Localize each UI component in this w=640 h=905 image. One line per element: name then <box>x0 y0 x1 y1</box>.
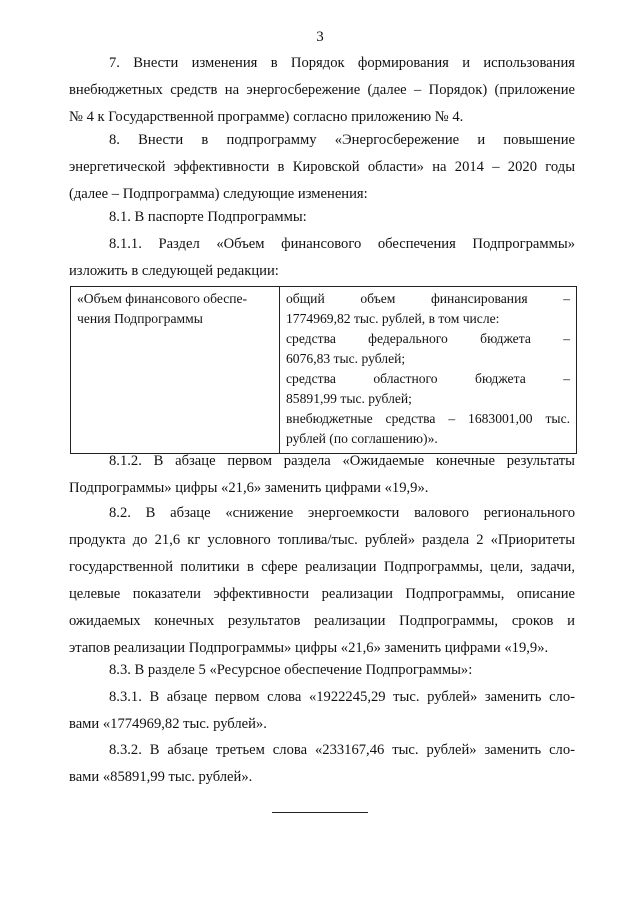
cell-text-line: средства федерального бюджета – <box>286 331 570 346</box>
text-line: 8.3. В разделе 5 «Ресурсное обеспечение Подпрограммы»: <box>109 662 473 678</box>
text-line: 8.3.1. В абзаце первом слова «1922245,29 тыс. рублей» заменить сло- <box>109 689 575 705</box>
cell-text-line: «Объем финансового обеспе- <box>77 291 248 306</box>
text-line: № 4 к Государственной программе) согласно приложению № 4. <box>69 109 464 125</box>
table-cell-label <box>71 287 280 454</box>
text-line: целевые показатели эффективности реализации Подпрограммы, описание <box>69 586 575 602</box>
paragraph-8-3 <box>69 657 575 684</box>
finance-table <box>70 286 577 454</box>
paragraph-8-3-2 <box>69 737 575 791</box>
paragraph-7 <box>69 50 575 131</box>
text-line: Подпрограммы» цифры «21,6» заменить цифрами «19,9». <box>69 480 429 496</box>
paragraph-8-1-1 <box>69 231 575 285</box>
paragraph-8-2 <box>69 500 575 662</box>
text-line: (далее – Подпрограмма) следующие изменения: <box>69 186 368 202</box>
end-rule <box>272 812 368 813</box>
text-line: государственной политики в сфере реализации Подпрограммы, цели, задачи, <box>69 559 575 575</box>
text-line: 8. Внести в подпрограмму «Энергосбережение и повышение <box>109 132 575 148</box>
cell-text-line: чения Подпрограммы <box>77 311 203 326</box>
cell-text-line: внебюджетные средства – 1683001,00 тыс. <box>286 411 570 426</box>
text-line: этапов реализации Подпрограммы» цифры «21,6» заменить цифрами «19,9». <box>69 640 549 656</box>
text-line: энергетической эффективности в Кировской области» на 2014 – 2020 годы <box>69 159 575 175</box>
text-line: внебюджетных средств на энергосбережение (далее – Порядок) (приложение <box>69 82 575 98</box>
cell-text-line: средства областного бюджета – <box>286 371 570 386</box>
text-line: 8.1.2. В абзаце первом раздела «Ожидаемые конечные результаты <box>109 453 575 469</box>
text-line: продукта до 21,6 кг условного топлива/тыс. рублей» раздела 2 «Приоритеты <box>69 532 575 548</box>
cell-text-line: общий объем финансирования – <box>286 291 570 306</box>
table-cell-value <box>280 287 577 454</box>
text-line: 7. Внести изменения в Порядок формирования и использования <box>109 55 575 71</box>
text-line: вами «1774969,82 тыс. рублей». <box>69 716 267 732</box>
cell-text-line: 6076,83 тыс. рублей; <box>286 351 406 366</box>
paragraph-8-1 <box>69 204 575 231</box>
paragraph-8 <box>69 127 575 208</box>
paragraph-8-3-1 <box>69 684 575 738</box>
cell-text-line: 1774969,82 тыс. рублей, в том числе: <box>286 311 500 326</box>
cell-text-line: 85891,99 тыс. рублей; <box>286 391 412 406</box>
text-line: 8.1.1. Раздел «Объем финансового обеспечения Подпрограммы» <box>109 236 575 252</box>
text-line: 8.1. В паспорте Подпрограммы: <box>109 209 307 225</box>
paragraph-8-1-2 <box>69 448 575 502</box>
page-number: 3 <box>316 29 324 45</box>
text-line: изложить в следующей редакции: <box>69 263 279 279</box>
text-line: вами «85891,99 тыс. рублей». <box>69 769 253 785</box>
cell-text-line: рублей (по соглашению)». <box>286 431 438 446</box>
table-row <box>71 287 577 454</box>
text-line: ожидаемых конечных результатов реализации Подпрограммы, сроков и <box>69 613 575 629</box>
text-line: 8.2. В абзаце «снижение энергоемкости валового регионального <box>109 505 575 521</box>
text-line: 8.3.2. В абзаце третьем слова «233167,46 тыс. рублей» заменить сло- <box>109 742 575 758</box>
